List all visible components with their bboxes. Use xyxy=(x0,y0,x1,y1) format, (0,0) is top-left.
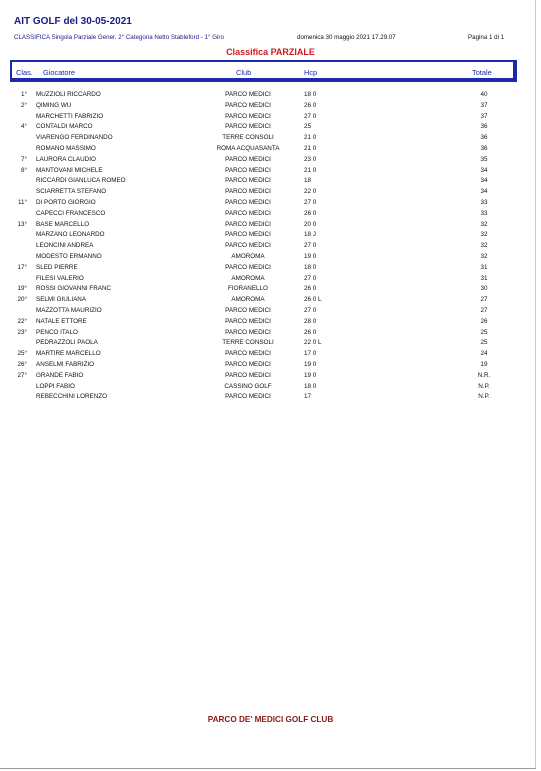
club-cell: PARCO MEDICI xyxy=(225,209,271,217)
player-name-cell: ROMANO MASSIMO xyxy=(36,144,96,152)
handicap-cell: 18 0 xyxy=(304,91,317,98)
total-cell: 19 xyxy=(480,360,488,368)
table-row xyxy=(0,90,541,101)
club-cell: PARCO MEDICI xyxy=(225,371,271,379)
position-cell: 1° xyxy=(20,91,27,98)
total-cell: 25 xyxy=(480,328,488,336)
player-name-cell: GRANDE FABIO xyxy=(36,371,84,379)
total-cell: 30 xyxy=(480,285,488,293)
player-name-cell: BASE MARCELLO xyxy=(36,220,90,228)
player-name-cell: LAURORA CLAUDIO xyxy=(36,155,96,163)
position-cell: 19° xyxy=(17,285,27,293)
club-cell: PARCO MEDICI xyxy=(225,220,271,228)
total-cell: 27 xyxy=(480,296,488,304)
handicap-cell: 26 0 xyxy=(304,209,317,217)
position-cell: 11° xyxy=(17,198,27,206)
handicap-cell: 21 0 xyxy=(304,144,317,152)
handicap-cell: 18 0 xyxy=(304,382,317,390)
position-cell: 27° xyxy=(17,371,27,379)
column-header-club: Club xyxy=(236,68,252,77)
handicap-cell: 25 xyxy=(304,123,312,131)
handicap-cell: 21 0 xyxy=(304,134,317,142)
total-cell: 31 xyxy=(480,274,488,282)
player-name-cell: LOPPI FABIO xyxy=(36,382,75,390)
player-name-cell: MODESTO ERMANNO xyxy=(36,252,102,260)
player-name-cell: MAZZOTTA MAURIZIO xyxy=(36,306,102,314)
handicap-cell: 22 0 xyxy=(304,188,317,196)
player-name-cell: DI PORTO GIORGIO xyxy=(36,198,96,206)
club-cell: PARCO MEDICI xyxy=(225,231,271,239)
handicap-cell: 18 J xyxy=(304,231,316,239)
page-number: Pagina 1 di 1 xyxy=(468,34,505,41)
table-row xyxy=(0,144,541,155)
club-cell: PARCO MEDICI xyxy=(225,242,271,250)
table-row xyxy=(0,360,541,371)
table-row xyxy=(0,371,541,382)
total-cell: 40 xyxy=(480,91,488,98)
total-cell: 33 xyxy=(480,209,488,217)
player-name-cell: SCIARRETTA STEFANO xyxy=(36,188,107,196)
table-row xyxy=(0,220,541,231)
total-cell: 32 xyxy=(480,220,488,228)
table-row xyxy=(0,274,541,285)
handicap-cell: 18 0 xyxy=(304,263,317,271)
player-name-cell: MUZZIOLI RICCARDO xyxy=(36,91,101,98)
total-cell: 34 xyxy=(480,188,488,196)
player-name-cell: ANSELMI FABRIZIO xyxy=(36,360,95,368)
club-cell: PARCO MEDICI xyxy=(225,198,271,206)
total-cell: 33 xyxy=(480,198,488,206)
report-datetime: domenica 30 maggio 2021 17.29.07 xyxy=(297,34,396,41)
handicap-cell: 20 0 xyxy=(304,220,317,228)
club-cell: PARCO MEDICI xyxy=(225,166,271,174)
table-row xyxy=(0,284,541,295)
handicap-cell: 26 0 xyxy=(304,328,317,336)
club-cell: AMOROMA xyxy=(231,274,265,282)
table-row xyxy=(0,263,541,274)
column-header-name: Giocatore xyxy=(43,68,76,77)
player-name-cell: PEDRAZZOLI PAOLA xyxy=(36,339,98,347)
position-cell: 26° xyxy=(17,360,27,368)
player-name-cell: SELMI GIULIANA xyxy=(36,296,87,304)
handicap-cell: 23 0 xyxy=(304,155,317,163)
table-row xyxy=(0,155,541,166)
club-cell: FIORANELLO xyxy=(228,285,268,293)
player-name-cell: RICCARDI GIANLUCA ROMEO xyxy=(36,177,126,185)
total-cell: 36 xyxy=(480,123,488,131)
club-cell: PARCO MEDICI xyxy=(225,393,271,401)
total-cell: N.P. xyxy=(478,393,490,401)
position-cell: 2° xyxy=(20,101,27,109)
player-name-cell: FILESI VALERIO xyxy=(36,274,84,282)
position-cell: 4° xyxy=(20,123,27,131)
handicap-cell: 19 0 xyxy=(304,360,317,368)
total-cell: 32 xyxy=(480,252,488,260)
player-name-cell: MANTOVANI MICHELE xyxy=(36,166,103,174)
club-cell: PARCO MEDICI xyxy=(225,101,271,109)
table-row xyxy=(0,295,541,306)
total-cell: 24 xyxy=(480,350,488,358)
handicap-cell: 19 0 xyxy=(304,252,317,260)
club-cell: PARCO MEDICI xyxy=(225,306,271,314)
column-header-pos: Clas. xyxy=(16,68,33,77)
club-cell: PARCO MEDICI xyxy=(225,350,271,358)
report-subtitle: Classifica PARZIALE xyxy=(226,47,315,57)
handicap-cell: 28 0 xyxy=(304,317,317,325)
table-row xyxy=(0,122,541,133)
table-row xyxy=(0,166,541,177)
handicap-cell: 27 0 xyxy=(304,306,317,314)
footer-club-name: PARCO DE' MEDICI GOLF CLUB xyxy=(207,715,334,724)
handicap-cell: 22 0 L xyxy=(304,339,322,347)
total-cell: 36 xyxy=(480,134,488,142)
club-cell: PARCO MEDICI xyxy=(225,91,271,98)
total-cell: 36 xyxy=(480,144,488,152)
club-cell: TERRE CONSOLI xyxy=(222,339,274,347)
total-cell: 34 xyxy=(480,166,488,174)
table-row xyxy=(0,306,541,317)
position-cell: 23° xyxy=(17,328,27,336)
total-cell: 37 xyxy=(480,112,488,120)
player-name-cell: NATALE ETTORE xyxy=(36,317,87,325)
total-cell: N.R. xyxy=(477,371,491,379)
position-cell: 8° xyxy=(20,166,27,174)
handicap-cell: 26 0 L xyxy=(304,296,322,304)
player-name-cell: MARTIRE MARCELLO xyxy=(36,350,101,358)
club-cell: PARCO MEDICI xyxy=(225,155,271,163)
club-cell: PARCO MEDICI xyxy=(225,317,271,325)
total-cell: N.P. xyxy=(478,382,490,390)
club-cell: PARCO MEDICI xyxy=(225,328,271,336)
club-cell: CASSINO GOLF xyxy=(224,382,272,390)
position-cell: 22° xyxy=(17,317,27,325)
table-header xyxy=(10,60,517,82)
table-row xyxy=(0,338,541,349)
table-row xyxy=(0,252,541,263)
club-cell: AMOROMA xyxy=(231,296,265,304)
player-name-cell: REBECCHINI LORENZO xyxy=(36,393,108,401)
club-cell: AMOROMA xyxy=(231,252,265,260)
table-row xyxy=(0,101,541,112)
handicap-cell: 19 0 xyxy=(304,371,317,379)
player-name-cell: PENCO ITALO xyxy=(36,328,78,336)
player-name-cell: CONTALDI MARCO xyxy=(36,123,93,131)
club-cell: PARCO MEDICI xyxy=(225,177,271,185)
table-row xyxy=(0,241,541,252)
handicap-cell: 26 0 xyxy=(304,101,317,109)
total-cell: 26 xyxy=(480,317,488,325)
position-cell: 20° xyxy=(17,296,27,304)
table-row xyxy=(0,328,541,339)
table-row xyxy=(0,133,541,144)
club-cell: ROMA ACQUASANTA xyxy=(216,144,280,152)
total-cell: 31 xyxy=(480,263,488,271)
table-row xyxy=(0,187,541,198)
classifica-info: CLASSIFICA Singola Parziale Gener. 2° Categoria Netto Stableford - 1° Giro xyxy=(14,34,224,41)
table-row xyxy=(0,198,541,209)
player-name-cell: CAPECCI FRANCESCO xyxy=(36,209,106,217)
total-cell: 27 xyxy=(480,306,488,314)
total-cell: 35 xyxy=(480,155,488,163)
position-cell: 17° xyxy=(17,263,27,271)
handicap-cell: 18 xyxy=(304,177,312,185)
total-cell: 34 xyxy=(480,177,488,185)
player-name-cell: VIARENGO FERDINANDO xyxy=(36,134,113,142)
player-name-cell: MARZANO LEONARDO xyxy=(36,231,105,239)
club-cell: PARCO MEDICI xyxy=(225,263,271,271)
player-name-cell: MARCHETTI FABRIZIO xyxy=(36,112,104,120)
club-cell: PARCO MEDICI xyxy=(225,360,271,368)
club-cell: TERRE CONSOLI xyxy=(222,134,274,142)
table-row xyxy=(0,230,541,241)
handicap-cell: 27 0 xyxy=(304,198,317,206)
handicap-cell: 26 0 xyxy=(304,285,317,293)
handicap-cell: 21 0 xyxy=(304,166,317,174)
club-cell: PARCO MEDICI xyxy=(225,188,271,196)
total-cell: 32 xyxy=(480,242,488,250)
table-row xyxy=(0,317,541,328)
player-name-cell: ROSSI GIOVANNI FRANC xyxy=(36,285,112,293)
results-table xyxy=(0,90,541,403)
table-row xyxy=(0,392,541,403)
handicap-cell: 27 0 xyxy=(304,112,317,120)
player-name-cell: SLED PIERRE xyxy=(36,263,78,271)
total-cell: 32 xyxy=(480,231,488,239)
table-row xyxy=(0,382,541,393)
table-row xyxy=(0,209,541,220)
table-row xyxy=(0,349,541,360)
player-name-cell: LEONCINI ANDREA xyxy=(36,242,94,250)
position-cell: 25° xyxy=(17,350,27,358)
table-row xyxy=(0,112,541,123)
player-name-cell: QIMING WU xyxy=(36,101,72,109)
handicap-cell: 17 xyxy=(304,393,312,401)
report-title: AIT GOLF del 30-05-2021 xyxy=(14,16,132,27)
handicap-cell: 27 0 xyxy=(304,274,317,282)
column-header-hcp: Hcp xyxy=(304,68,318,77)
club-cell: PARCO MEDICI xyxy=(225,112,271,120)
handicap-cell: 27 0 xyxy=(304,242,317,250)
total-cell: 37 xyxy=(480,101,488,109)
column-header-total: Totale xyxy=(472,68,492,77)
position-cell: 13° xyxy=(17,220,27,228)
table-row xyxy=(0,176,541,187)
handicap-cell: 17 0 xyxy=(304,350,317,358)
total-cell: 25 xyxy=(480,339,488,347)
club-cell: PARCO MEDICI xyxy=(225,123,271,131)
position-cell: 7° xyxy=(20,155,27,163)
